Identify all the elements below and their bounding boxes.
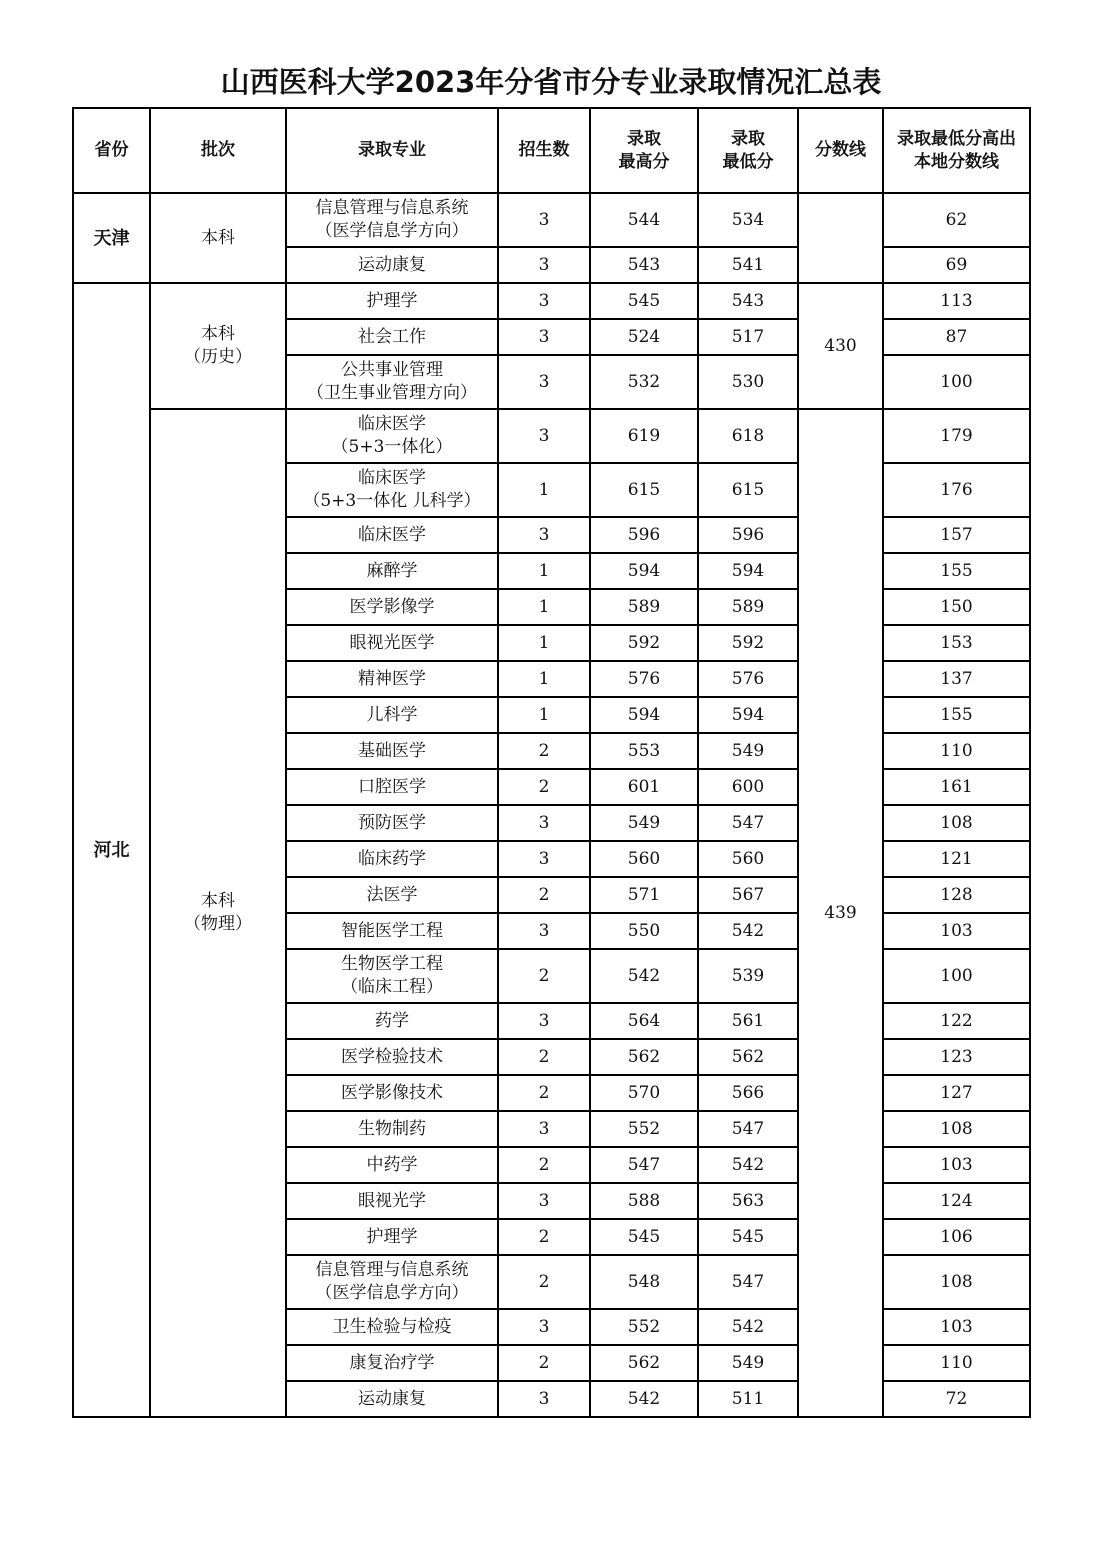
enrollment-cell: 1 bbox=[498, 589, 590, 625]
min-above-line-cell: 110 bbox=[883, 733, 1030, 769]
document-title: 山西医科大学2023年分省市分专业录取情况汇总表 bbox=[220, 65, 882, 99]
max-score-cell: 596 bbox=[590, 517, 698, 553]
header-enrollment: 招生数 bbox=[498, 108, 590, 193]
major-cell: 公共事业管理 （卫生事业管理方向） bbox=[286, 355, 498, 409]
enrollment-cell: 3 bbox=[498, 1309, 590, 1345]
province-cell: 天津 bbox=[73, 193, 150, 283]
max-score-cell: 588 bbox=[590, 1183, 698, 1219]
min-above-line-cell: 69 bbox=[883, 247, 1030, 283]
major-cell: 眼视光学 bbox=[286, 1183, 498, 1219]
min-above-line-cell: 108 bbox=[883, 1255, 1030, 1309]
major-cell: 临床医学 （5+3一体化） bbox=[286, 409, 498, 463]
major-cell: 医学影像技术 bbox=[286, 1075, 498, 1111]
max-score-cell: 576 bbox=[590, 661, 698, 697]
major-cell: 护理学 bbox=[286, 1219, 498, 1255]
major-cell: 眼视光医学 bbox=[286, 625, 498, 661]
min-score-cell: 560 bbox=[698, 841, 798, 877]
table-row bbox=[73, 283, 1030, 319]
major-cell: 预防医学 bbox=[286, 805, 498, 841]
min-score-cell: 563 bbox=[698, 1183, 798, 1219]
max-score-cell: 562 bbox=[590, 1345, 698, 1381]
header-major: 录取专业 bbox=[286, 108, 498, 193]
min-above-line-cell: 103 bbox=[883, 1309, 1030, 1345]
major-cell: 智能医学工程 bbox=[286, 913, 498, 949]
admission-table bbox=[72, 107, 1031, 1418]
enrollment-cell: 3 bbox=[498, 1183, 590, 1219]
min-above-line-cell: 113 bbox=[883, 283, 1030, 319]
enrollment-cell: 3 bbox=[498, 193, 590, 247]
max-score-cell: 545 bbox=[590, 1219, 698, 1255]
min-score-cell: 562 bbox=[698, 1039, 798, 1075]
min-above-line-cell: 62 bbox=[883, 193, 1030, 247]
min-score-cell: 600 bbox=[698, 769, 798, 805]
max-score-cell: 548 bbox=[590, 1255, 698, 1309]
min-above-line-cell: 155 bbox=[883, 697, 1030, 733]
major-cell: 生物医学工程 （临床工程） bbox=[286, 949, 498, 1003]
min-score-cell: 517 bbox=[698, 319, 798, 355]
min-above-line-cell: 106 bbox=[883, 1219, 1030, 1255]
min-score-cell: 594 bbox=[698, 553, 798, 589]
min-above-line-cell: 103 bbox=[883, 1147, 1030, 1183]
min-score-cell: 539 bbox=[698, 949, 798, 1003]
enrollment-cell: 3 bbox=[498, 1003, 590, 1039]
min-above-line-cell: 100 bbox=[883, 949, 1030, 1003]
major-cell: 信息管理与信息系统 （医学信息学方向） bbox=[286, 193, 498, 247]
enrollment-cell: 3 bbox=[498, 913, 590, 949]
min-above-line-cell: 121 bbox=[883, 841, 1030, 877]
max-score-cell: 542 bbox=[590, 949, 698, 1003]
min-score-cell: 511 bbox=[698, 1381, 798, 1417]
major-cell: 临床医学 （5+3一体化 儿科学） bbox=[286, 463, 498, 517]
min-above-line-cell: 137 bbox=[883, 661, 1030, 697]
min-score-cell: 589 bbox=[698, 589, 798, 625]
min-above-line-cell: 72 bbox=[883, 1381, 1030, 1417]
max-score-cell: 545 bbox=[590, 283, 698, 319]
enrollment-cell: 2 bbox=[498, 1147, 590, 1183]
max-score-cell: 592 bbox=[590, 625, 698, 661]
max-score-cell: 532 bbox=[590, 355, 698, 409]
enrollment-cell: 3 bbox=[498, 319, 590, 355]
major-cell: 精神医学 bbox=[286, 661, 498, 697]
enrollment-cell: 2 bbox=[498, 769, 590, 805]
min-score-cell: 545 bbox=[698, 1219, 798, 1255]
max-score-cell: 549 bbox=[590, 805, 698, 841]
table-header-row bbox=[73, 108, 1030, 193]
enrollment-cell: 3 bbox=[498, 409, 590, 463]
min-above-line-cell: 108 bbox=[883, 1111, 1030, 1147]
max-score-cell: 594 bbox=[590, 697, 698, 733]
major-cell: 卫生检验与检疫 bbox=[286, 1309, 498, 1345]
enrollment-cell: 2 bbox=[498, 1039, 590, 1075]
major-cell: 护理学 bbox=[286, 283, 498, 319]
max-score-cell: 562 bbox=[590, 1039, 698, 1075]
major-cell: 生物制药 bbox=[286, 1111, 498, 1147]
max-score-cell: 547 bbox=[590, 1147, 698, 1183]
enrollment-cell: 1 bbox=[498, 697, 590, 733]
enrollment-cell: 2 bbox=[498, 949, 590, 1003]
enrollment-cell: 1 bbox=[498, 661, 590, 697]
min-above-line-cell: 155 bbox=[883, 553, 1030, 589]
major-cell: 基础医学 bbox=[286, 733, 498, 769]
min-score-cell: 549 bbox=[698, 1345, 798, 1381]
enrollment-cell: 2 bbox=[498, 1255, 590, 1309]
min-score-cell: 576 bbox=[698, 661, 798, 697]
enrollment-cell: 2 bbox=[498, 1219, 590, 1255]
enrollment-cell: 2 bbox=[498, 733, 590, 769]
major-cell: 法医学 bbox=[286, 877, 498, 913]
header-province: 省份 bbox=[73, 108, 150, 193]
header-max-score: 录取 最高分 bbox=[590, 108, 698, 193]
min-above-line-cell: 103 bbox=[883, 913, 1030, 949]
major-cell: 运动康复 bbox=[286, 1381, 498, 1417]
max-score-cell: 524 bbox=[590, 319, 698, 355]
major-cell: 口腔医学 bbox=[286, 769, 498, 805]
min-above-line-cell: 128 bbox=[883, 877, 1030, 913]
max-score-cell: 564 bbox=[590, 1003, 698, 1039]
major-cell: 信息管理与信息系统 （医学信息学方向） bbox=[286, 1255, 498, 1309]
min-above-line-cell: 123 bbox=[883, 1039, 1030, 1075]
major-cell: 康复治疗学 bbox=[286, 1345, 498, 1381]
max-score-cell: 552 bbox=[590, 1111, 698, 1147]
enrollment-cell: 3 bbox=[498, 1111, 590, 1147]
major-cell: 医学检验技术 bbox=[286, 1039, 498, 1075]
province-cell: 河北 bbox=[73, 283, 150, 1417]
cutoff-line-cell bbox=[798, 193, 883, 283]
enrollment-cell: 3 bbox=[498, 1381, 590, 1417]
min-above-line-cell: 127 bbox=[883, 1075, 1030, 1111]
min-score-cell: 561 bbox=[698, 1003, 798, 1039]
major-cell: 运动康复 bbox=[286, 247, 498, 283]
enrollment-cell: 1 bbox=[498, 463, 590, 517]
min-score-cell: 530 bbox=[698, 355, 798, 409]
enrollment-cell: 3 bbox=[498, 805, 590, 841]
header-min-above-line: 录取最低分高出 本地分数线 bbox=[883, 108, 1030, 193]
min-above-line-cell: 157 bbox=[883, 517, 1030, 553]
max-score-cell: 601 bbox=[590, 769, 698, 805]
min-above-line-cell: 100 bbox=[883, 355, 1030, 409]
enrollment-cell: 2 bbox=[498, 877, 590, 913]
major-cell: 社会工作 bbox=[286, 319, 498, 355]
table-row bbox=[73, 409, 1030, 463]
min-score-cell: 592 bbox=[698, 625, 798, 661]
batch-cell: 本科 （物理） bbox=[150, 409, 286, 1417]
enrollment-cell: 2 bbox=[498, 1075, 590, 1111]
min-score-cell: 542 bbox=[698, 1147, 798, 1183]
min-score-cell: 534 bbox=[698, 193, 798, 247]
batch-cell: 本科 bbox=[150, 193, 286, 283]
max-score-cell: 553 bbox=[590, 733, 698, 769]
max-score-cell: 543 bbox=[590, 247, 698, 283]
max-score-cell: 619 bbox=[590, 409, 698, 463]
min-score-cell: 596 bbox=[698, 517, 798, 553]
major-cell: 临床药学 bbox=[286, 841, 498, 877]
major-cell: 医学影像学 bbox=[286, 589, 498, 625]
min-above-line-cell: 179 bbox=[883, 409, 1030, 463]
min-score-cell: 594 bbox=[698, 697, 798, 733]
major-cell: 儿科学 bbox=[286, 697, 498, 733]
min-above-line-cell: 122 bbox=[883, 1003, 1030, 1039]
min-score-cell: 615 bbox=[698, 463, 798, 517]
enrollment-cell: 1 bbox=[498, 625, 590, 661]
min-score-cell: 543 bbox=[698, 283, 798, 319]
max-score-cell: 550 bbox=[590, 913, 698, 949]
major-cell: 麻醉学 bbox=[286, 553, 498, 589]
min-score-cell: 542 bbox=[698, 913, 798, 949]
table-row bbox=[73, 193, 1030, 247]
header-min-score: 录取 最低分 bbox=[698, 108, 798, 193]
min-score-cell: 542 bbox=[698, 1309, 798, 1345]
min-above-line-cell: 161 bbox=[883, 769, 1030, 805]
max-score-cell: 594 bbox=[590, 553, 698, 589]
major-cell: 中药学 bbox=[286, 1147, 498, 1183]
min-score-cell: 567 bbox=[698, 877, 798, 913]
min-score-cell: 547 bbox=[698, 1255, 798, 1309]
major-cell: 药学 bbox=[286, 1003, 498, 1039]
max-score-cell: 552 bbox=[590, 1309, 698, 1345]
max-score-cell: 544 bbox=[590, 193, 698, 247]
min-score-cell: 566 bbox=[698, 1075, 798, 1111]
min-above-line-cell: 150 bbox=[883, 589, 1030, 625]
min-above-line-cell: 87 bbox=[883, 319, 1030, 355]
major-cell: 临床医学 bbox=[286, 517, 498, 553]
max-score-cell: 571 bbox=[590, 877, 698, 913]
max-score-cell: 589 bbox=[590, 589, 698, 625]
max-score-cell: 542 bbox=[590, 1381, 698, 1417]
batch-cell: 本科 （历史） bbox=[150, 283, 286, 409]
min-score-cell: 549 bbox=[698, 733, 798, 769]
enrollment-cell: 3 bbox=[498, 517, 590, 553]
min-score-cell: 541 bbox=[698, 247, 798, 283]
min-above-line-cell: 124 bbox=[883, 1183, 1030, 1219]
min-above-line-cell: 110 bbox=[883, 1345, 1030, 1381]
max-score-cell: 560 bbox=[590, 841, 698, 877]
min-above-line-cell: 176 bbox=[883, 463, 1030, 517]
enrollment-cell: 3 bbox=[498, 355, 590, 409]
cutoff-line-cell: 439 bbox=[798, 409, 883, 1417]
min-above-line-cell: 108 bbox=[883, 805, 1030, 841]
min-score-cell: 547 bbox=[698, 1111, 798, 1147]
enrollment-cell: 3 bbox=[498, 283, 590, 319]
enrollment-cell: 3 bbox=[498, 247, 590, 283]
enrollment-cell: 3 bbox=[498, 841, 590, 877]
min-score-cell: 547 bbox=[698, 805, 798, 841]
max-score-cell: 570 bbox=[590, 1075, 698, 1111]
cutoff-line-cell: 430 bbox=[798, 283, 883, 409]
min-score-cell: 618 bbox=[698, 409, 798, 463]
min-above-line-cell: 153 bbox=[883, 625, 1030, 661]
header-cutoff-line: 分数线 bbox=[798, 108, 883, 193]
enrollment-cell: 1 bbox=[498, 553, 590, 589]
header-batch: 批次 bbox=[150, 108, 286, 193]
max-score-cell: 615 bbox=[590, 463, 698, 517]
enrollment-cell: 2 bbox=[498, 1345, 590, 1381]
